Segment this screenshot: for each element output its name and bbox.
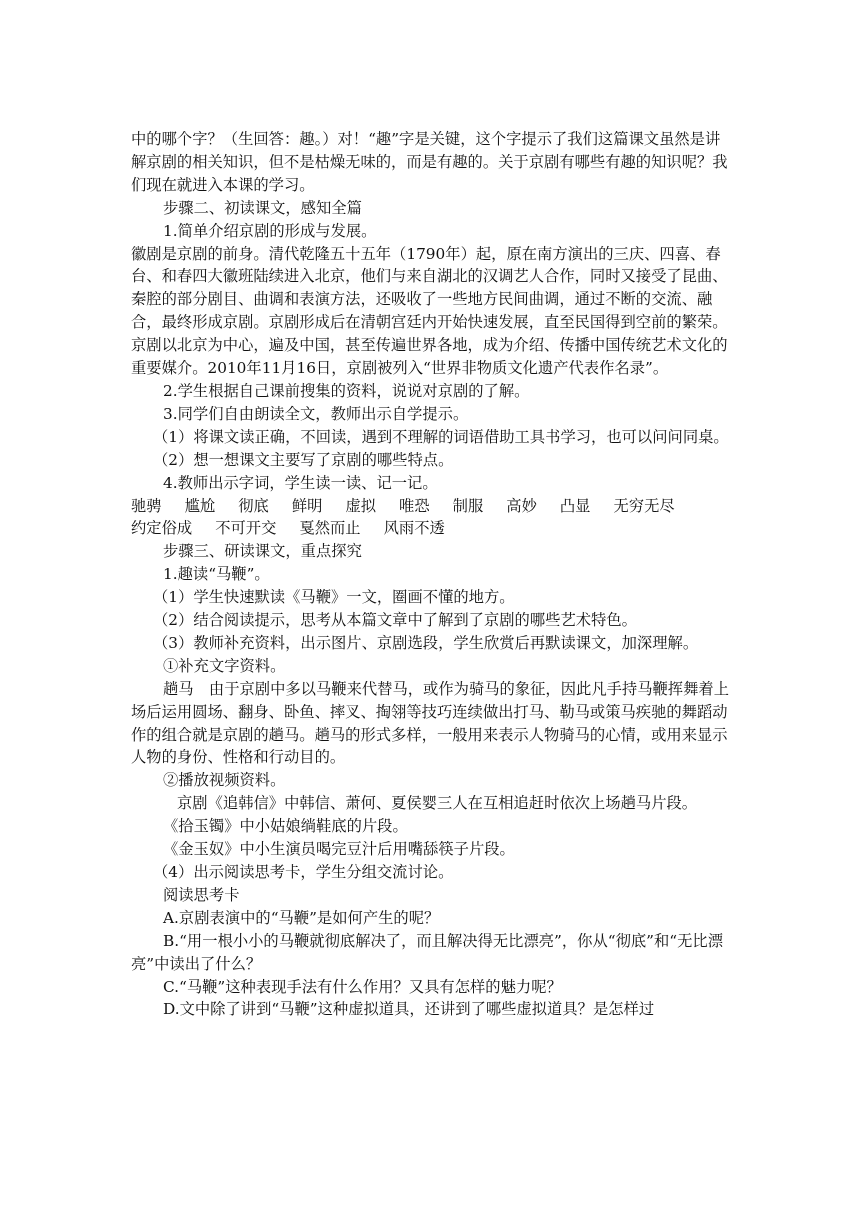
item-1-heading: 1.简单介绍京剧的形成与发展。 [163,221,377,240]
sub-item-2: （2）想一想课文主要写了京剧的哪些特点。 [153,450,454,469]
vocab-word: 彻底 [238,496,269,515]
sub-item-1: （1）将课文读正确，不回读，遇到不理解的词语借助工具书学习，也可以问问同桌。 [153,427,729,446]
video-item-2: 《拾玉镯》中小姑娘绱鞋底的片段。 [163,817,408,836]
card-question-b: B.“用一根小小的马鞭就彻底解决了，而且解决得无比漂亮”，你从“彻底”和“无比漂亮”中读出了什么？ [131,931,724,973]
sub-item-3-supplement: （3）教师补充资料，出示图片、京剧选段，学生欣赏后再默读课文，加深理解。 [153,633,699,652]
vocab-word: 鲜明 [291,496,323,515]
vocab-word: 唯恐 [399,496,430,515]
item-3: 3.同学们自由朗读全文，教师出示自学提示。 [163,404,469,423]
sub-item-1-read: （1）学生快速默读《马鞭》一文，圈画不懂的地方。 [153,588,515,607]
vocab-word: 风雨不透 [383,519,445,538]
paragraph-intro: 中的哪个字？（生回答：趣。）对！“趣”字是关键，这个字提示了我们这篇课文虽然是讲解京剧的相关知识，但不是枯燥无味的，而是有趣的。关于京剧有哪些有趣的知识呢？我们现在就进入本课的学习。 [131,130,728,194]
vocab-word: 戛然而止 [299,519,361,538]
video-heading: ②播放视频资料。 [163,771,286,790]
vocab-word: 高妙 [506,496,537,515]
item-2: 2.学生根据自己课前搜集的资料，说说对京剧的了解。 [163,381,530,400]
card-question-c: C.“马鞭”这种表现手法有什么作用？又具有怎样的魅力呢？ [163,977,562,996]
vocab-word: 制服 [452,496,484,515]
card-title: 阅读思考卡 [163,885,240,904]
vocab-word: 凸显 [559,496,591,515]
vocab-word: 尴尬 [184,496,216,515]
card-question-a: A.京剧表演中的“马鞭”是如何产生的呢？ [163,908,440,927]
document-page [131,128,731,1021]
video-item-3: 《金玉奴》中小生演员喝完豆汁后用嘴舔筷子片段。 [163,840,515,859]
vocab-word: 约定俗成 [131,519,193,538]
vocab-word: 不可开交 [215,519,277,538]
vocab-word: 驰骋 [131,496,162,515]
vocab-list [131,495,731,541]
vocab-word: 无穷无尽 [613,496,675,515]
video-item-1: 京剧《追韩信》中韩信、萧何、夏侯婴三人在互相追赶时依次上场趟马片段。 [177,794,698,813]
paragraph-spread: 京剧以北京为中心，遍及中国，甚至传遍世界各地，成为介绍、传播中国传统艺术文化的重要媒介。2010年11月16日，京剧被列入“世界非物质文化遗产代表作名录”。 [131,336,728,378]
paragraph-history: 徽剧是京剧的前身。清代乾隆五十五年（1790年）起，原在南方演出的三庆、四喜、春台、和春四大徽班陆续进入北京，他们与来自湖北的汉调艺人合作，同时又接受了昆曲、秦腔的部分剧目、曲调和表演方法，还吸收了一些地方民间曲调，通过不断的交流、融合，最终形成京剧。京剧形成后在清朝宫廷内开始快速发展，直至民国得到空前的繁荣。 [131,244,728,332]
step-three-heading: 步骤三、研读课文，重点探究 [163,542,362,561]
paragraph-tangma: 趟马 由于京剧中多以马鞭来代替马，或作为骑马的象征，因此凡手持马鞭挥舞着上场后运用圆场、翻身、卧鱼、摔叉、掏翎等技巧连续做出打马、勒马或策马疾驰的舞蹈动作的组合就是京剧的趟马。趟马的形式多样，一般用来表示人物骑马的心情，或用来显示人物的身份、性格和行动目的。 [131,679,729,767]
supplement-text-heading: ①补充文字资料。 [163,656,286,675]
card-question-d: D.文中除了讲到“马鞭”这种虚拟道具，还讲到了哪些虚拟道具？是怎样过 [163,1000,655,1019]
vocab-word: 虚拟 [345,496,377,515]
sub-item-4: （4）出示阅读思考卡，学生分组交流讨论。 [153,863,454,881]
step-two-heading: 步骤二、初读课文，感知全篇 [163,198,362,217]
sub-item-2-think: （2）结合阅读提示，思考从本篇文章中了解到了京剧的哪些艺术特色。 [153,611,637,630]
item-4: 4.教师出示字词，学生读一读、记一记。 [163,473,438,492]
item-1-mabian: 1.趣读“马鞭”。 [163,565,270,584]
